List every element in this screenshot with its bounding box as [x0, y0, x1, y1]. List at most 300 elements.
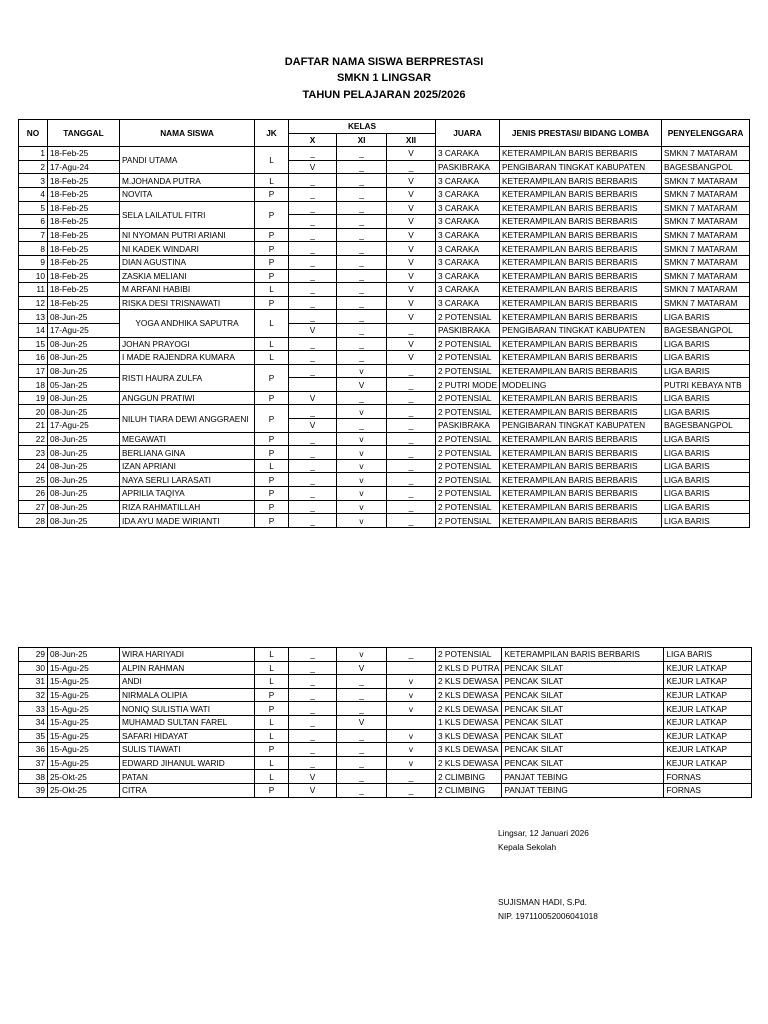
- kelas-xi: _: [337, 323, 387, 337]
- row-date: 18-Feb-25: [48, 147, 120, 161]
- kelas-x: _: [289, 405, 337, 419]
- kelas-xii: _: [387, 160, 436, 174]
- kelas-xii: _: [387, 364, 436, 378]
- organizer: BAGESBANGPOL: [662, 160, 750, 174]
- achievement-field: KETERAMPILAN BARIS BERBARIS: [500, 147, 662, 161]
- row-number: 5: [19, 201, 48, 215]
- row-number: 36: [19, 743, 48, 757]
- kelas-xii: _: [387, 459, 436, 473]
- achievement-field: KETERAMPILAN BARIS BERBARIS: [500, 269, 662, 283]
- student-gender: P: [255, 255, 289, 269]
- student-gender: P: [255, 473, 289, 487]
- row-date: 18-Feb-25: [48, 201, 120, 215]
- achievement-field: KETERAMPILAN BARIS BERBARIS: [500, 187, 662, 201]
- row-number: 15: [19, 337, 48, 351]
- kelas-xi: v: [337, 446, 387, 460]
- row-number: 1: [19, 147, 48, 161]
- kelas-xi: _: [337, 215, 387, 229]
- row-date: 15-Agu-25: [48, 756, 120, 770]
- row-number: 31: [19, 675, 48, 689]
- row-date: 08-Jun-25: [48, 446, 120, 460]
- achievement-rank: 2 CLIMBING: [436, 783, 502, 797]
- header-kelas-xi: XI: [337, 133, 387, 147]
- kelas-xii: V: [387, 215, 436, 229]
- header-juara: JUARA: [436, 120, 500, 147]
- table-row: [19, 201, 750, 215]
- achievement-field: KETERAMPILAN BARIS BERBARIS: [500, 201, 662, 215]
- organizer: BAGESBANGPOL: [662, 419, 750, 433]
- kelas-x: _: [289, 743, 337, 757]
- table-row: [19, 459, 750, 473]
- achievement-rank: 2 POTENSIAL: [436, 310, 500, 324]
- student-name: YOGA ANDHIKA SAPUTRA: [120, 310, 255, 337]
- student-name: MEGAWATI: [120, 432, 255, 446]
- row-date: 08-Jun-25: [48, 391, 120, 405]
- kelas-xii: _: [387, 473, 436, 487]
- achievement-rank: 2 POTENSIAL: [436, 473, 500, 487]
- kelas-x: _: [289, 473, 337, 487]
- achievement-rank: 2 KLS DEWASA: [436, 756, 502, 770]
- row-date: 15-Agu-25: [48, 743, 120, 757]
- row-date: 18-Feb-25: [48, 283, 120, 297]
- row-date: 08-Jun-25: [48, 459, 120, 473]
- organizer: LIGA BARIS: [662, 391, 750, 405]
- organizer: SMKN 7 MATARAM: [662, 228, 750, 242]
- kelas-x: V: [289, 770, 337, 784]
- student-gender: L: [255, 174, 289, 188]
- achievement-rank: 2 CLIMBING: [436, 770, 502, 784]
- achievement-rank: 3 CARAKA: [436, 174, 500, 188]
- table-row: [19, 500, 750, 514]
- kelas-xi: _: [337, 743, 387, 757]
- achievement-rank: 2 POTENSIAL: [436, 648, 502, 662]
- student-name: NILUH TIARA DEWI ANGGRAENI: [120, 405, 255, 432]
- kelas-xi: v: [337, 473, 387, 487]
- kelas-x: [289, 378, 337, 392]
- student-gender: P: [255, 364, 289, 391]
- achievement-field: KETERAMPILAN BARIS BERBARIS: [500, 432, 662, 446]
- achievement-table-main: [18, 119, 750, 528]
- kelas-xi: v: [337, 514, 387, 528]
- student-gender: L: [255, 147, 289, 174]
- student-name: NI KADEK WINDARI: [120, 242, 255, 256]
- achievement-field: PENCAK SILAT: [502, 756, 664, 770]
- kelas-xii: _: [387, 500, 436, 514]
- achievement-rank: PASKIBRAKA: [436, 323, 500, 337]
- organizer: SMKN 7 MATARAM: [662, 215, 750, 229]
- kelas-xi: v: [337, 500, 387, 514]
- table-row: [19, 405, 750, 419]
- row-number: 11: [19, 283, 48, 297]
- organizer: LIGA BARIS: [662, 459, 750, 473]
- achievement-rank: 2 POTENSIAL: [436, 500, 500, 514]
- student-name: ANDI: [120, 675, 255, 689]
- row-number: 32: [19, 688, 48, 702]
- kelas-xi: _: [337, 783, 387, 797]
- achievement-field: KETERAMPILAN BARIS BERBARIS: [500, 296, 662, 310]
- kelas-xi: _: [337, 688, 387, 702]
- student-gender: L: [255, 756, 289, 770]
- student-gender: P: [255, 688, 289, 702]
- organizer: LIGA BARIS: [662, 500, 750, 514]
- organizer: LIGA BARIS: [662, 337, 750, 351]
- signature-name: SUJISMAN HADI, S.Pd.: [498, 897, 587, 907]
- achievement-field: KETERAMPILAN BARIS BERBARIS: [500, 310, 662, 324]
- student-name: NIRMALA OLIPIA: [120, 688, 255, 702]
- table-row: [19, 337, 750, 351]
- row-date: 08-Jun-25: [48, 351, 120, 365]
- achievement-field: PANJAT TEBING: [502, 770, 664, 784]
- kelas-x: _: [289, 675, 337, 689]
- table-main-body: [19, 147, 750, 528]
- table-row: [19, 391, 750, 405]
- achievement-field: KETERAMPILAN BARIS BERBARIS: [500, 174, 662, 188]
- achievement-rank: 3 KLS DEWASA: [436, 729, 502, 743]
- row-date: 18-Feb-25: [48, 174, 120, 188]
- table-row: [19, 446, 750, 460]
- kelas-x: V: [289, 323, 337, 337]
- row-number: 20: [19, 405, 48, 419]
- kelas-xii: _: [387, 770, 436, 784]
- kelas-xi: _: [337, 702, 387, 716]
- kelas-xi: _: [337, 310, 387, 324]
- table-row: [19, 228, 750, 242]
- kelas-xi: _: [337, 756, 387, 770]
- student-gender: P: [255, 432, 289, 446]
- achievement-field: KETERAMPILAN BARIS BERBARIS: [500, 473, 662, 487]
- kelas-xii: _: [387, 648, 436, 662]
- kelas-xii: V: [387, 310, 436, 324]
- achievement-rank: 2 POTENSIAL: [436, 487, 500, 501]
- table-row: [19, 269, 750, 283]
- kelas-x: _: [289, 283, 337, 297]
- kelas-xii: _: [387, 323, 436, 337]
- row-number: 29: [19, 648, 48, 662]
- student-gender: L: [255, 310, 289, 337]
- table-row: [19, 174, 750, 188]
- achievement-rank: 3 CARAKA: [436, 187, 500, 201]
- kelas-xi: _: [337, 242, 387, 256]
- kelas-xi: v: [337, 405, 387, 419]
- student-gender: L: [255, 729, 289, 743]
- student-name: MUHAMAD SULTAN FAREL: [120, 715, 255, 729]
- kelas-xii: _: [387, 514, 436, 528]
- achievement-field: MODELING: [500, 378, 662, 392]
- achievement-field: PENCAK SILAT: [502, 715, 664, 729]
- kelas-xii: V: [387, 337, 436, 351]
- header-no: NO: [19, 120, 48, 147]
- kelas-xi: _: [337, 675, 387, 689]
- kelas-x: _: [289, 648, 337, 662]
- achievement-rank: 2 POTENSIAL: [436, 459, 500, 473]
- organizer: BAGESBANGPOL: [662, 323, 750, 337]
- kelas-x: _: [289, 500, 337, 514]
- row-date: 25-Okt-25: [48, 770, 120, 784]
- achievement-field: KETERAMPILAN BARIS BERBARIS: [500, 228, 662, 242]
- student-gender: P: [255, 296, 289, 310]
- organizer: SMKN 7 MATARAM: [662, 296, 750, 310]
- student-gender: L: [255, 715, 289, 729]
- organizer: PUTRI KEBAYA NTB: [662, 378, 750, 392]
- kelas-xii: v: [387, 675, 436, 689]
- student-gender: L: [255, 770, 289, 784]
- table-row: [19, 364, 750, 378]
- achievement-rank: 3 CARAKA: [436, 228, 500, 242]
- kelas-x: _: [289, 351, 337, 365]
- student-name: SULIS TIAWATI: [120, 743, 255, 757]
- kelas-x: V: [289, 160, 337, 174]
- achievement-rank: PASKIBRAKA: [436, 419, 500, 433]
- kelas-x: _: [289, 187, 337, 201]
- achievement-field: PENCAK SILAT: [502, 661, 664, 675]
- achievement-field: PENCAK SILAT: [502, 688, 664, 702]
- row-number: 33: [19, 702, 48, 716]
- achievement-table-continued: [18, 647, 752, 798]
- kelas-x: _: [289, 459, 337, 473]
- achievement-rank: 3 KLS DEWASA: [436, 743, 502, 757]
- student-name: NI NYOMAN PUTRI ARIANI: [120, 228, 255, 242]
- organizer: KEJUR LATKAP: [664, 661, 752, 675]
- kelas-xii: _: [387, 391, 436, 405]
- kelas-x: _: [289, 446, 337, 460]
- achievement-rank: 3 CARAKA: [436, 269, 500, 283]
- signature-role: Kepala Sekolah: [498, 842, 557, 852]
- student-gender: P: [255, 446, 289, 460]
- organizer: LIGA BARIS: [662, 487, 750, 501]
- achievement-rank: 3 CARAKA: [436, 255, 500, 269]
- student-gender: P: [255, 487, 289, 501]
- header-tanggal: TANGGAL: [48, 120, 120, 147]
- kelas-xii: _: [387, 405, 436, 419]
- organizer: KEJUR LATKAP: [664, 715, 752, 729]
- student-name: NONIQ SULISTIA WATI: [120, 702, 255, 716]
- student-name: RISTI HAURA ZULFA: [120, 364, 255, 391]
- kelas-xi: _: [337, 419, 387, 433]
- table-row: [19, 715, 752, 729]
- kelas-xii: v: [387, 688, 436, 702]
- row-number: 18: [19, 378, 48, 392]
- row-number: 10: [19, 269, 48, 283]
- row-number: 37: [19, 756, 48, 770]
- row-number: 30: [19, 661, 48, 675]
- kelas-xi: _: [337, 255, 387, 269]
- table-row: [19, 147, 750, 161]
- student-gender: P: [255, 500, 289, 514]
- achievement-field: KETERAMPILAN BARIS BERBARIS: [500, 500, 662, 514]
- kelas-xi: _: [337, 770, 387, 784]
- achievement-rank: 1 KLS DEWASA: [436, 715, 502, 729]
- row-date: 15-Agu-25: [48, 702, 120, 716]
- row-number: 21: [19, 419, 48, 433]
- achievement-rank: 2 KLS DEWASA: [436, 688, 502, 702]
- achievement-rank: 2 PUTRI MODE: [436, 378, 500, 392]
- organizer: SMKN 7 MATARAM: [662, 147, 750, 161]
- achievement-field: KETERAMPILAN BARIS BERBARIS: [500, 487, 662, 501]
- table-row: [19, 770, 752, 784]
- student-name: NAYA SERLI LARASATI: [120, 473, 255, 487]
- student-name: M ARFANI HABIBI: [120, 283, 255, 297]
- signature-place-date: Lingsar, 12 Januari 2026: [498, 828, 589, 838]
- table-row: [19, 702, 752, 716]
- kelas-x: _: [289, 661, 337, 675]
- row-date: 18-Feb-25: [48, 269, 120, 283]
- kelas-xi: V: [337, 378, 387, 392]
- row-number: 7: [19, 228, 48, 242]
- kelas-xii: _: [387, 432, 436, 446]
- row-number: 4: [19, 187, 48, 201]
- table-row: [19, 675, 752, 689]
- achievement-field: KETERAMPILAN BARIS BERBARIS: [500, 405, 662, 419]
- kelas-xi: v: [337, 459, 387, 473]
- row-number: 28: [19, 514, 48, 528]
- student-name: WIRA HARIYADI: [120, 648, 255, 662]
- student-name: M.JOHANDA PUTRA: [120, 174, 255, 188]
- kelas-xii: _: [387, 487, 436, 501]
- student-name: SELA LAILATUL FITRI: [120, 201, 255, 228]
- organizer: SMKN 7 MATARAM: [662, 269, 750, 283]
- organizer: LIGA BARIS: [662, 514, 750, 528]
- student-gender: L: [255, 351, 289, 365]
- organizer: LIGA BARIS: [662, 351, 750, 365]
- row-number: 6: [19, 215, 48, 229]
- header-nama: NAMA SISWA: [120, 120, 255, 147]
- row-number: 26: [19, 487, 48, 501]
- student-gender: P: [255, 391, 289, 405]
- kelas-x: _: [289, 201, 337, 215]
- achievement-rank: 3 CARAKA: [436, 147, 500, 161]
- achievement-rank: 2 KLS DEWASA: [436, 702, 502, 716]
- row-date: 08-Jun-25: [48, 487, 120, 501]
- achievement-rank: 3 CARAKA: [436, 296, 500, 310]
- table-row: [19, 743, 752, 757]
- row-number: 19: [19, 391, 48, 405]
- row-date: 15-Agu-25: [48, 729, 120, 743]
- student-name: JOHAN PRAYOGI: [120, 337, 255, 351]
- achievement-rank: 2 POTENSIAL: [436, 351, 500, 365]
- kelas-xii: [387, 715, 436, 729]
- achievement-rank: 2 POTENSIAL: [436, 337, 500, 351]
- achievement-field: PENCAK SILAT: [502, 743, 664, 757]
- student-gender: P: [255, 187, 289, 201]
- table-row: [19, 756, 752, 770]
- signature-nip: NIP. 197110052006041018: [498, 911, 598, 921]
- row-date: 05-Jan-25: [48, 378, 120, 392]
- row-number: 34: [19, 715, 48, 729]
- organizer: LIGA BARIS: [662, 432, 750, 446]
- student-name: IDA AYU MADE WIRIANTI: [120, 514, 255, 528]
- achievement-field: PENGIBARAN TINGKAT KABUPATEN: [500, 323, 662, 337]
- document-title: DAFTAR NAMA SISWA BERPRESTASI: [284, 56, 484, 68]
- kelas-xi: _: [337, 174, 387, 188]
- achievement-field: KETERAMPILAN BARIS BERBARIS: [500, 242, 662, 256]
- student-gender: L: [255, 675, 289, 689]
- kelas-xi: v: [337, 487, 387, 501]
- kelas-x: _: [289, 242, 337, 256]
- kelas-xi: _: [337, 283, 387, 297]
- header-kelas-xii: XII: [387, 133, 436, 147]
- row-date: 08-Jun-25: [48, 405, 120, 419]
- row-date: 08-Jun-25: [48, 648, 120, 662]
- achievement-rank: 2 POTENSIAL: [436, 514, 500, 528]
- kelas-xii: _: [387, 783, 436, 797]
- table-row: [19, 661, 752, 675]
- achievement-rank: 2 POTENSIAL: [436, 364, 500, 378]
- kelas-xi: _: [337, 160, 387, 174]
- row-number: 8: [19, 242, 48, 256]
- achievement-rank: 3 CARAKA: [436, 242, 500, 256]
- kelas-xii: v: [387, 743, 436, 757]
- kelas-xii: V: [387, 255, 436, 269]
- kelas-x: _: [289, 432, 337, 446]
- row-date: 17-Agu-25: [48, 419, 120, 433]
- achievement-field: KETERAMPILAN BARIS BERBARIS: [500, 215, 662, 229]
- kelas-x: V: [289, 391, 337, 405]
- organizer: LIGA BARIS: [662, 364, 750, 378]
- kelas-x: _: [289, 364, 337, 378]
- achievement-rank: 2 POTENSIAL: [436, 391, 500, 405]
- table-row: [19, 648, 752, 662]
- organizer: LIGA BARIS: [662, 405, 750, 419]
- kelas-x: _: [289, 255, 337, 269]
- achievement-rank: 2 POTENSIAL: [436, 405, 500, 419]
- organizer: FORNAS: [664, 770, 752, 784]
- kelas-xii: v: [387, 729, 436, 743]
- student-name: EDWARD JIHANUL WARID: [120, 756, 255, 770]
- student-name: DIAN AGUSTINA: [120, 255, 255, 269]
- table-row: [19, 729, 752, 743]
- kelas-x: _: [289, 147, 337, 161]
- kelas-xii: V: [387, 269, 436, 283]
- row-number: 39: [19, 783, 48, 797]
- table-continued-body: [19, 648, 752, 798]
- row-date: 08-Jun-25: [48, 337, 120, 351]
- row-date: 15-Agu-25: [48, 688, 120, 702]
- row-date: 15-Agu-25: [48, 675, 120, 689]
- row-date: 17-Agu-24: [48, 160, 120, 174]
- row-number: 3: [19, 174, 48, 188]
- table-row: [19, 514, 750, 528]
- row-number: 35: [19, 729, 48, 743]
- kelas-xi: _: [337, 187, 387, 201]
- organizer: SMKN 7 MATARAM: [662, 283, 750, 297]
- row-date: 08-Jun-25: [48, 310, 120, 324]
- header-jenis: JENIS PRESTASI/ BIDANG LOMBA: [500, 120, 662, 147]
- achievement-rank: 2 POTENSIAL: [436, 432, 500, 446]
- student-gender: P: [255, 743, 289, 757]
- achievement-rank: 3 CARAKA: [436, 201, 500, 215]
- organizer: KEJUR LATKAP: [664, 756, 752, 770]
- row-date: 25-Okt-25: [48, 783, 120, 797]
- row-number: 9: [19, 255, 48, 269]
- organizer: KEJUR LATKAP: [664, 675, 752, 689]
- achievement-rank: 3 CARAKA: [436, 283, 500, 297]
- table-row: [19, 473, 750, 487]
- kelas-x: _: [289, 310, 337, 324]
- kelas-xii: V: [387, 351, 436, 365]
- organizer: KEJUR LATKAP: [664, 688, 752, 702]
- row-number: 25: [19, 473, 48, 487]
- student-gender: P: [255, 269, 289, 283]
- row-date: 08-Jun-25: [48, 514, 120, 528]
- row-number: 38: [19, 770, 48, 784]
- kelas-x: _: [289, 174, 337, 188]
- row-number: 12: [19, 296, 48, 310]
- kelas-x: _: [289, 228, 337, 242]
- achievement-rank: 2 KLS D PUTRA: [436, 661, 502, 675]
- organizer: LIGA BARIS: [662, 310, 750, 324]
- student-name: I MADE RAJENDRA KUMARA: [120, 351, 255, 365]
- achievement-field: PANJAT TEBING: [502, 783, 664, 797]
